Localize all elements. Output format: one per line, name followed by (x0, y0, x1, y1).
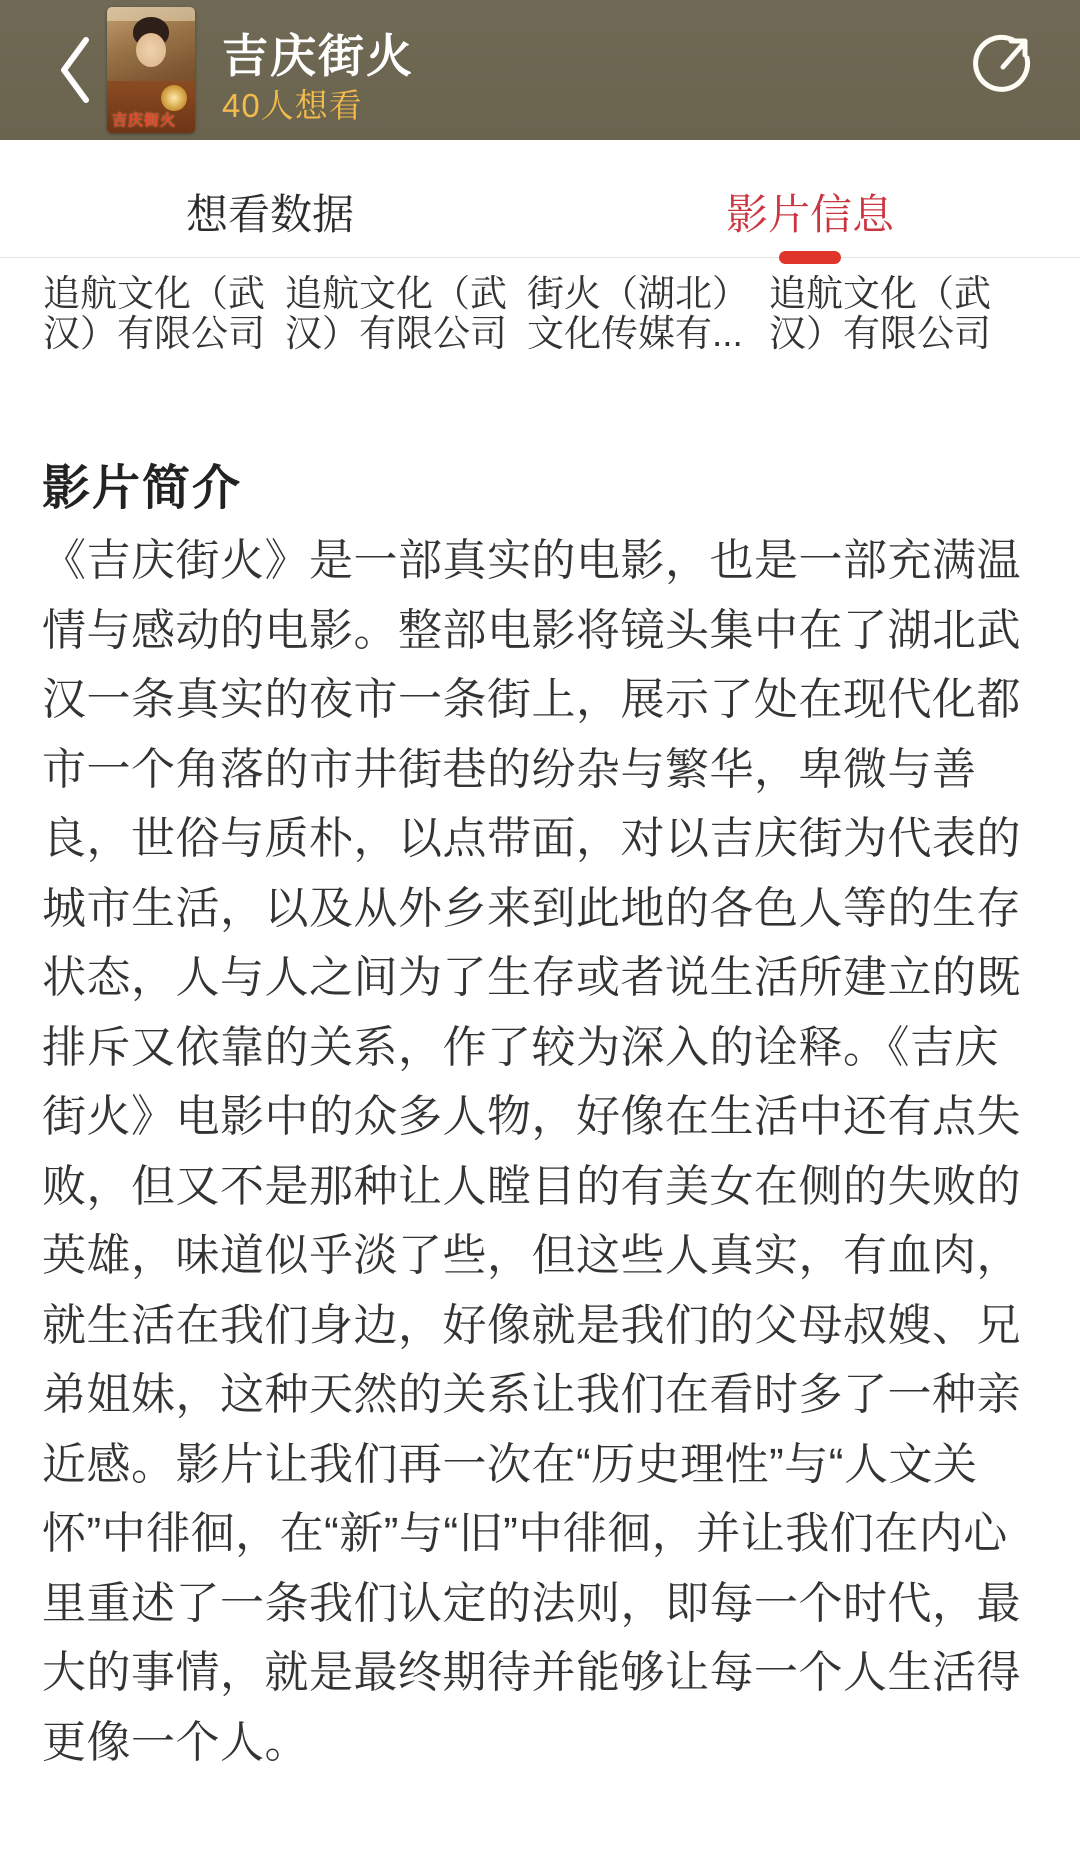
synopsis-line: 《吉庆街火》是一部真实的电影，也是一部充满温 (42, 536, 1021, 585)
synopsis-line: 就生活在我们身边，好像就是我们的父母叔嫂、兄 (42, 1300, 1021, 1350)
share-button[interactable] (966, 26, 1036, 96)
company-cell[interactable] (285, 274, 507, 354)
back-button[interactable] (40, 18, 110, 122)
company-cell[interactable] (43, 274, 265, 354)
synopsis-line: 败，但又不是那种让人瞠目的有美女在侧的失败的 (42, 1161, 1021, 1211)
synopsis-line: 英雄，味道似乎淡了些，但这些人真实，有血肉， (42, 1231, 1021, 1280)
company-strip (43, 274, 1080, 354)
company-cell[interactable] (769, 274, 991, 354)
company-name-line2: 文化传媒有... (527, 313, 743, 354)
share-icon (967, 27, 1035, 95)
chevron-left-icon (58, 35, 92, 105)
company-name-line2: 汉）有限公司 (769, 313, 991, 354)
synopsis-line: 良，世俗与质朴，以点带面，对以吉庆街为代表的 (42, 814, 1021, 863)
company-cell[interactable] (527, 274, 749, 354)
synopsis-heading: 影片简介 (42, 462, 243, 515)
poster-caption: 吉庆街火 (112, 112, 177, 129)
active-tab-indicator (779, 251, 841, 264)
movie-poster-thumbnail[interactable] (107, 7, 195, 133)
synopsis-line: 城市生活，以及从外乡来到此地的各色人等的生存 (42, 883, 1021, 933)
synopsis-line: 状态，人与人之间为了生存或者说生活所建立的既 (42, 953, 1021, 1002)
tab-bar (0, 140, 1080, 258)
synopsis-line: 弟姐妹，这种天然的关系让我们在看时多了一种亲 (42, 1370, 1021, 1419)
company-name-line1: 追航文化（武 (769, 274, 991, 314)
company-name-line1: 追航文化（武 (43, 274, 265, 314)
tab-label: 影片信息 (725, 190, 894, 238)
tab-item[interactable] (0, 140, 540, 257)
synopsis-paragraph (42, 526, 1042, 1777)
movie-title: 吉庆街火 (222, 30, 414, 82)
header (0, 0, 1080, 140)
tab-label: 想看数据 (185, 190, 354, 238)
company-name-line2: 汉）有限公司 (285, 313, 507, 354)
want-to-watch-count: 40人想看 (222, 87, 363, 124)
company-name-line1: 追航文化（武 (285, 274, 507, 314)
poster-art (161, 85, 187, 111)
synopsis-line: 里重述了一条我们认定的法则，即每一个时代，最 (42, 1578, 1021, 1628)
synopsis-line: 市一个角落的市井街巷的纷杂与繁华，卑微与善 (42, 744, 977, 794)
synopsis-line: 怀”中徘徊，在“新”与“旧”中徘徊，并让我们在内心 (42, 1509, 1008, 1558)
synopsis-line: 大的事情，就是最终期待并能够让每一个人生活得 (42, 1648, 1021, 1697)
tab-item[interactable] (540, 140, 1080, 257)
synopsis-line: 街火》电影中的众多人物，好像在生活中还有点失 (42, 1092, 1021, 1141)
synopsis-line: 排斥又依靠的关系，作了较为深入的诠释。《吉庆 (42, 1022, 999, 1072)
synopsis-line: 情与感动的电影。整部电影将镜头集中在了湖北武 (42, 605, 1021, 655)
company-name-line1: 街火（湖北） (527, 274, 749, 314)
company-name-line2: 汉）有限公司 (43, 313, 265, 354)
synopsis-line: 近感。影片让我们再一次在“历史理性”与“人文关 (42, 1439, 978, 1489)
poster-art (136, 33, 166, 67)
synopsis-line: 更像一个人。 (42, 1717, 309, 1767)
synopsis-line: 汉一条真实的夜市一条街上，展示了处在现代化都 (42, 675, 1021, 724)
